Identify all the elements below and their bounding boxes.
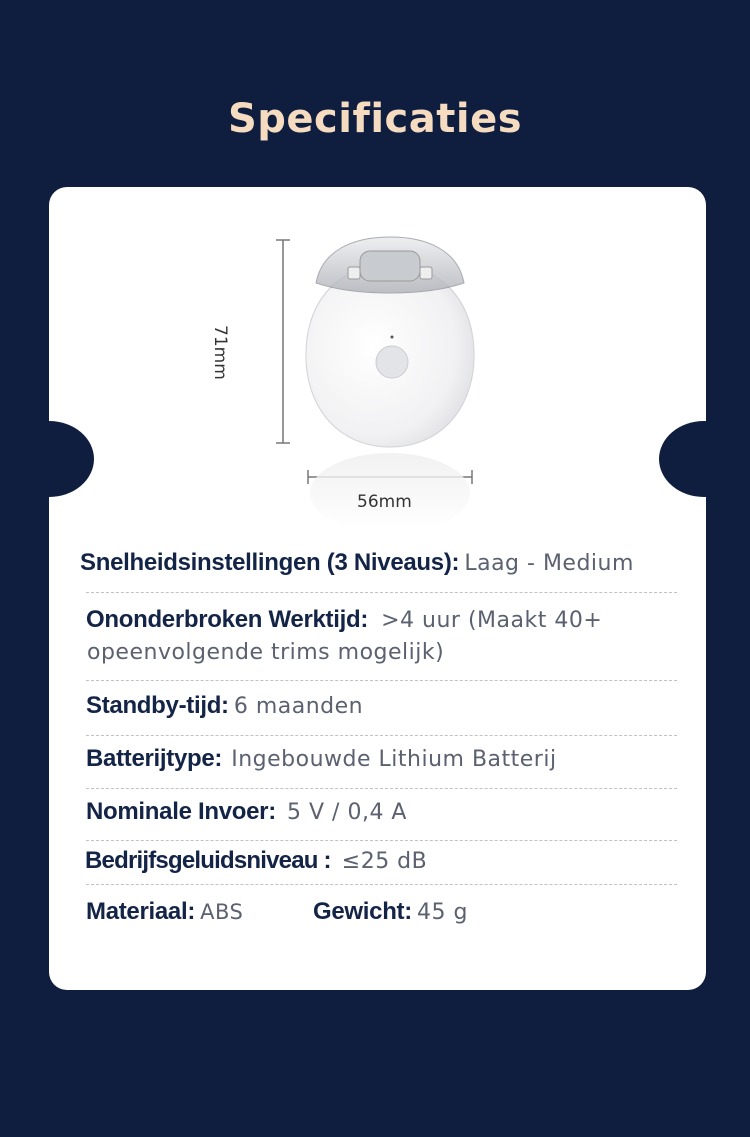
- spec-value-continued: opeenvolgende trims mogelijk): [87, 640, 445, 665]
- spec-value: ≤25 dB: [341, 849, 428, 874]
- spec-runtime: [86, 606, 602, 634]
- spec-noise: [85, 847, 427, 875]
- spec-value: Ingebouwde Lithium Batterij: [231, 747, 557, 772]
- product-image: [240, 225, 510, 525]
- spec-label: Standby-tijd:: [86, 692, 229, 719]
- page-title: Specificaties: [227, 96, 523, 142]
- card-notch-left: [4, 421, 94, 497]
- spec-label: Snelheidsinstellingen (3 Niveaus):: [80, 549, 460, 576]
- spec-input: [86, 798, 407, 826]
- divider: [86, 840, 677, 841]
- spec-value: 45 g: [417, 900, 468, 925]
- spec-label: Bedrijfsgeluidsniveau :: [85, 847, 331, 874]
- divider: [86, 884, 677, 885]
- spec-value: 5 V / 0,4 A: [287, 800, 407, 825]
- spec-label: Gewicht:: [313, 898, 412, 925]
- card-notch-right: [659, 421, 749, 497]
- spec-value: ABS: [200, 900, 244, 924]
- divider: [86, 680, 677, 681]
- spec-value: 6 maanden: [233, 694, 364, 719]
- spec-standby: [86, 692, 363, 720]
- spec-label: Nominale Invoer:: [86, 798, 276, 825]
- spec-battery: [86, 745, 557, 773]
- spec-label: Materiaal:: [86, 898, 196, 925]
- divider: [86, 592, 677, 593]
- spec-speed: [80, 549, 634, 577]
- width-dimension-label: 56mm: [357, 492, 412, 512]
- divider: [86, 788, 677, 789]
- spec-value: Laag - Medium: [464, 551, 634, 576]
- height-dimension-label: 71mm: [210, 325, 230, 380]
- spec-label: Batterijtype:: [86, 745, 223, 772]
- spec-value: >4 uur (Maakt 40+: [381, 608, 603, 633]
- divider: [86, 735, 677, 736]
- spec-label: Ononderbroken Werktijd:: [86, 606, 369, 633]
- spec-material: [86, 898, 243, 926]
- spec-weight: [313, 898, 468, 926]
